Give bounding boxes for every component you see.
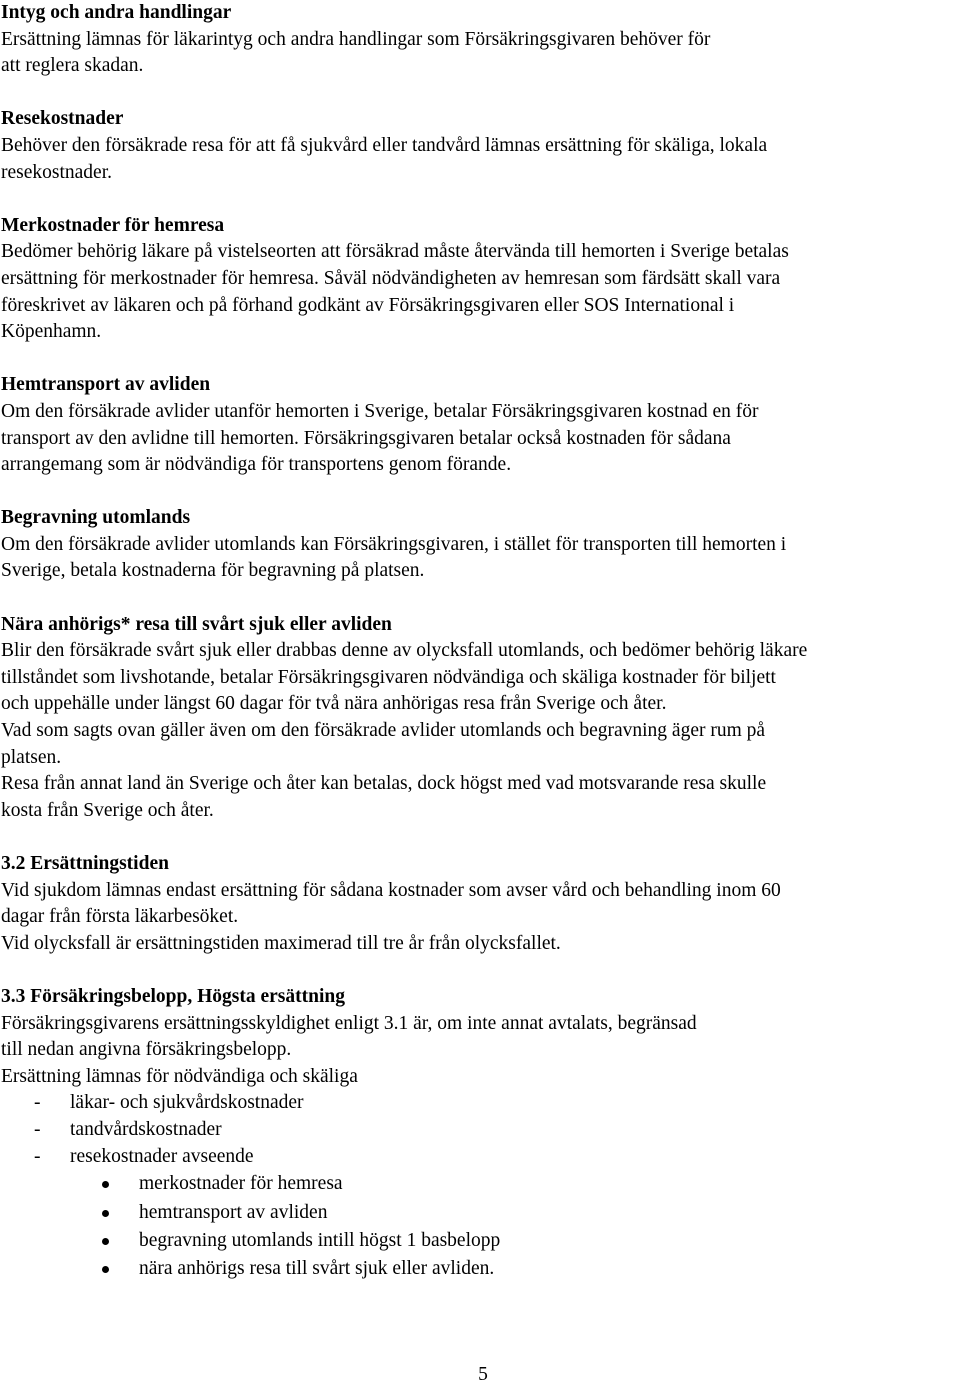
text-line: och uppehälle under längst 60 dagar för två nära anhörigas resa från Sverige och åter.: [1, 693, 667, 715]
text-line: Vid olycksfall är ersättningstiden maximerad till tre år från olycksfallet.: [1, 932, 561, 954]
list-item-text: begravning utomlands intill högst 1 basbelopp: [139, 1229, 501, 1251]
heading-begravning: Begravning utomlands: [1, 507, 191, 529]
dash-marker: -: [34, 1092, 41, 1114]
section-nara-anhorig: [1, 612, 960, 825]
list-item-text: nära anhörigs resa till svårt sjuk eller avliden.: [139, 1258, 495, 1280]
text-line: att reglera skadan.: [1, 55, 144, 77]
text-line: till nedan angivna försäkringsbelopp.: [1, 1039, 292, 1061]
bullet-icon: [102, 1266, 109, 1273]
heading-forsakringsbelopp: 3.3 Försäkringsbelopp, Högsta ersättning: [1, 985, 345, 1007]
text-line: Om den försäkrade avlider utomlands kan Försäkringsgivaren, i stället för transporten till hemorten i: [1, 533, 787, 555]
section-begravning: [1, 505, 960, 585]
list-item: [1, 1144, 960, 1171]
bullet-icon: [102, 1181, 109, 1188]
text-line: Ersättning lämnas för nödvändiga och skäliga: [1, 1065, 358, 1087]
section-ersattningstiden: [1, 851, 960, 957]
dash-marker: -: [34, 1145, 41, 1167]
list-item: [1, 1227, 960, 1255]
text-line: Vad som sagts ovan gäller även om den försäkrade avlider utomlands och begravning äger rum på: [1, 720, 766, 742]
list-item: [1, 1170, 960, 1198]
dash-list: [1, 1090, 960, 1170]
list-item: [1, 1255, 960, 1283]
list-item-text: tandvårdskostnader: [70, 1118, 222, 1140]
section-resekostnader: [1, 106, 960, 186]
text-line: Vid sjukdom lämnas endast ersättning för sådana kostnader som avser vård och behandling inom 60: [1, 879, 781, 901]
text-line: Köpenhamn.: [1, 321, 102, 343]
list-item-text: hemtransport av avliden: [139, 1201, 328, 1223]
list-item-text: läkar- och sjukvårdskostnader: [70, 1092, 304, 1114]
heading-merkostnader: Merkostnader för hemresa: [1, 214, 225, 236]
text-line: Ersättning lämnas för läkarintyg och andra handlingar som Försäkringsgivaren behöver för: [1, 28, 711, 50]
heading-hemtransport: Hemtransport av avliden: [1, 374, 211, 396]
section-hemtransport: [1, 372, 960, 478]
text-line: Blir den försäkrade svårt sjuk eller drabbas denne av olycksfall utomlands, och bedömer behörig läkare: [1, 640, 808, 662]
heading-intyg: Intyg och andra handlingar: [1, 2, 232, 23]
text-line: Behöver den försäkrade resa för att få sjukvård eller tandvård lämnas ersättning för skäliga, lokala: [1, 134, 768, 156]
dash-marker: -: [34, 1118, 41, 1140]
text-line: Sverige, betala kostnaderna för begravning på platsen.: [1, 560, 425, 582]
text-line: arrangemang som är nödvändiga för transportens genom förande.: [1, 454, 512, 476]
heading-nara-anhorig: Nära anhörigs* resa till svårt sjuk eller avliden: [1, 613, 392, 635]
list-item: [1, 1090, 960, 1117]
text-line: platsen.: [1, 746, 62, 768]
section-intyg: [1, 0, 960, 80]
section-merkostnader: [1, 213, 960, 346]
heading-ersattningstiden: 3.2 Ersättningstiden: [1, 853, 169, 874]
bullet-icon: [102, 1238, 109, 1245]
text-line: dagar från första läkarbesöket.: [1, 906, 239, 928]
heading-resekostnader: Resekostnader: [1, 108, 124, 130]
list-item-text: merkostnader för hemresa: [139, 1173, 343, 1195]
bullet-list: [1, 1170, 960, 1284]
text-line: kosta från Sverige och åter.: [1, 799, 214, 821]
list-item: [1, 1117, 960, 1144]
text-line: Försäkringsgivarens ersättningsskyldighet enligt 3.1 är, om inte annat avtalats, begränsad: [1, 1012, 697, 1034]
text-line: Resa från annat land än Sverige och åter kan betalas, dock högst med vad motsvarande resa skulle: [1, 773, 767, 795]
text-line: tillståndet som livshotande, betalar Försäkringsgivaren nödvändiga och skäliga kostnader för biljett: [1, 666, 776, 688]
bullet-icon: [102, 1210, 109, 1217]
text-line: föreskrivet av läkaren och på förhand godkänt av Försäkringsgivaren eller SOS International i: [1, 294, 735, 316]
list-item-text: resekostnader avseende: [70, 1145, 254, 1167]
text-line: resekostnader.: [1, 161, 113, 183]
list-item: [1, 1199, 960, 1227]
text-line: Bedömer behörig läkare på vistelseorten att försäkrad måste återvända till hemorten i Sverige betalas: [1, 241, 789, 263]
section-forsakringsbelopp: [1, 984, 960, 1284]
text-line: Om den försäkrade avlider utanför hemorten i Sverige, betalar Försäkringsgivaren kostnad en för: [1, 400, 759, 422]
text-line: transport av den avlidne till hemorten. Försäkringsgivaren betalar också kostnaden för sådana: [1, 427, 731, 449]
page-number: 5: [478, 1364, 488, 1385]
text-line: ersättning för merkostnader för hemresa. Såväl nödvändigheten av hemresan som färdsätt skall vara: [1, 267, 781, 289]
